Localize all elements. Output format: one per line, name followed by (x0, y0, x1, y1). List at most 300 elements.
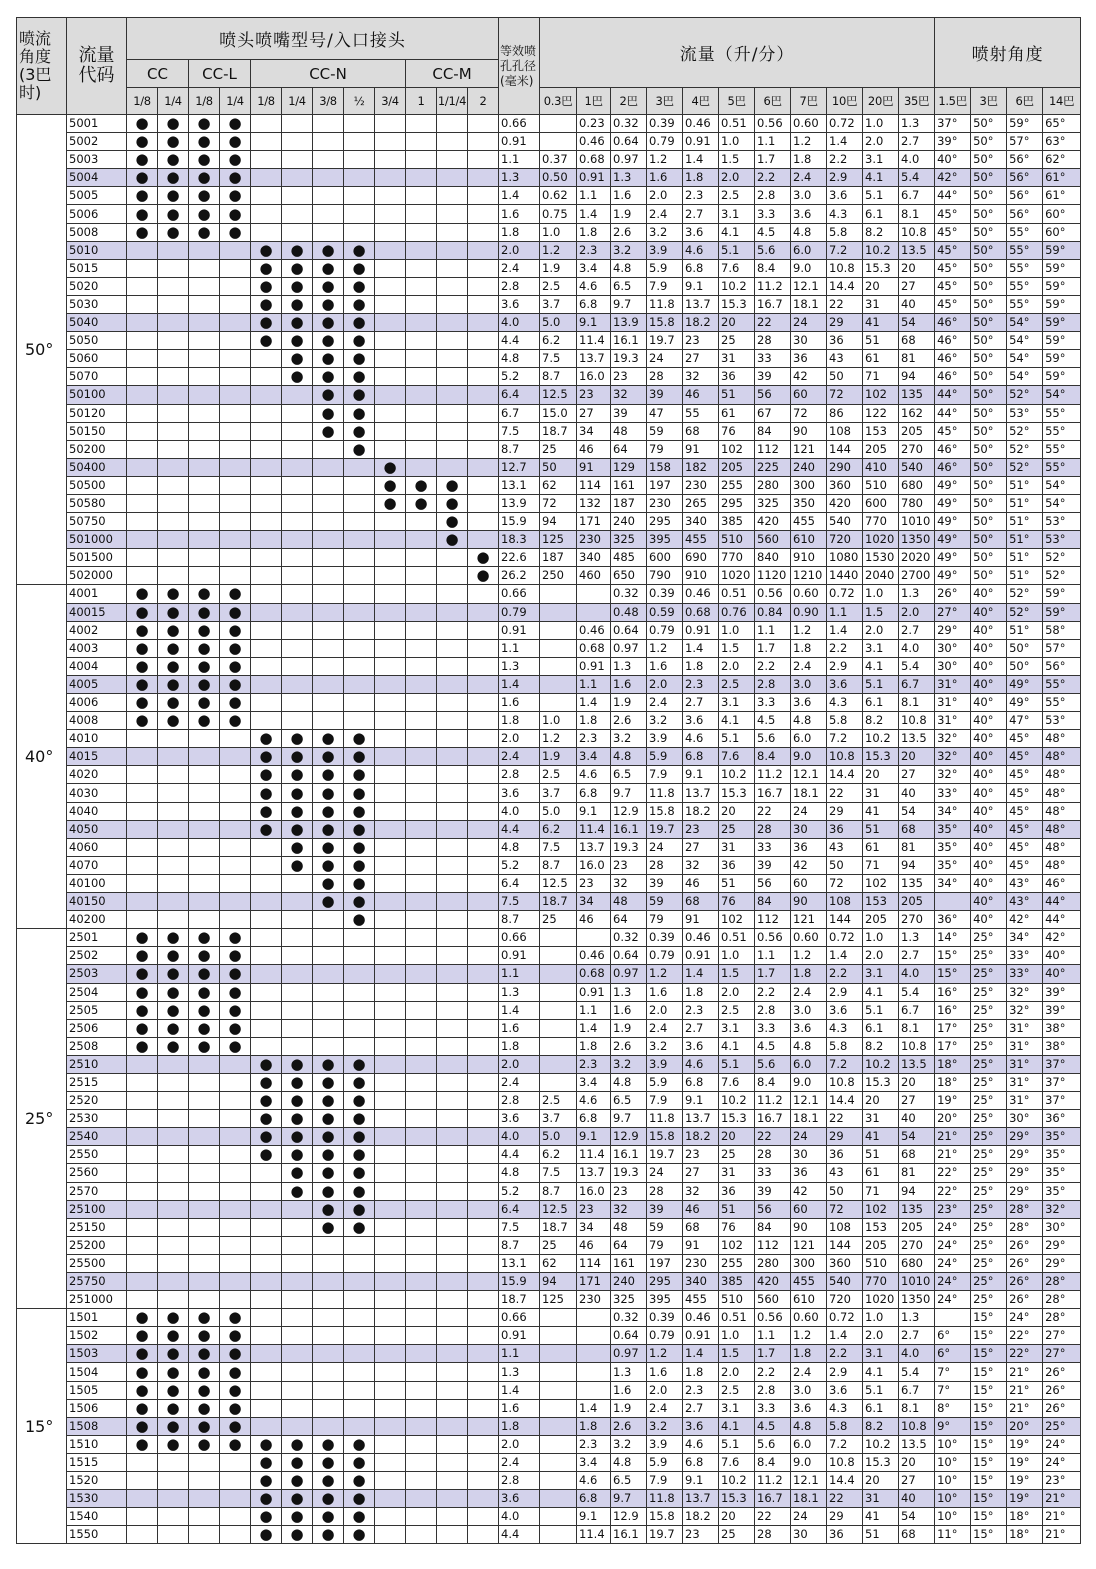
availability-dot-icon: ● (282, 350, 313, 368)
availability-empty-cell (282, 115, 313, 133)
spray-angle-cell: 20° (935, 1110, 971, 1128)
availability-empty-cell (251, 675, 282, 693)
availability-empty-cell (375, 1001, 406, 1019)
flow-rate-cell: 25 (719, 1146, 755, 1164)
availability-empty-cell (344, 205, 375, 223)
flow-code-cell: 4015 (67, 748, 127, 766)
availability-dot-icon: ● (282, 1146, 313, 1164)
flow-rate-cell: 0.51 (719, 1309, 755, 1327)
availability-dot-icon: ● (251, 748, 282, 766)
flow-rate-cell: 40 (899, 1490, 935, 1508)
flow-rate-cell: 94 (899, 1182, 935, 1200)
flow-rate-cell: 31 (719, 1164, 755, 1182)
availability-empty-cell (189, 1073, 220, 1091)
flow-rate-cell: 12.1 (791, 766, 827, 784)
flow-rate-cell: 13.5 (899, 1055, 935, 1073)
spray-angle-cell: 29° (1007, 1128, 1043, 1146)
flow-rate-cell: 5.4 (899, 983, 935, 1001)
flow-rate-cell: 2.4 (647, 1399, 683, 1417)
flow-rate-cell: 6.8 (683, 259, 719, 277)
availability-empty-cell (375, 440, 406, 458)
flow-rate-cell: 2.5 (719, 1381, 755, 1399)
flow-code-cell: 4030 (67, 784, 127, 802)
availability-dot-icon: ● (220, 1037, 251, 1055)
availability-empty-cell (189, 1291, 220, 1309)
availability-empty-cell (189, 494, 220, 512)
flow-rate-cell: 420 (755, 513, 791, 531)
availability-empty-cell (158, 1182, 189, 1200)
availability-dot-icon: ● (158, 151, 189, 169)
flow-rate-cell: 161 (611, 476, 647, 494)
flow-rate-cell: 1.1 (577, 1001, 611, 1019)
availability-empty-cell (251, 639, 282, 657)
spray-angle-cell: 24° (935, 1273, 971, 1291)
availability-empty-cell (220, 350, 251, 368)
flow-rate-cell: 182 (683, 458, 719, 476)
flow-rate-cell: 1.0 (719, 1327, 755, 1345)
spray-angle-cell: 36° (935, 911, 971, 929)
availability-dot-icon: ● (282, 259, 313, 277)
spray-angle-cell: 40° (971, 784, 1007, 802)
table-row (17, 603, 1081, 621)
spray-angle-cell: 17° (935, 1037, 971, 1055)
availability-dot-icon: ● (282, 1490, 313, 1508)
availability-empty-cell (468, 929, 499, 947)
availability-empty-cell (437, 1526, 468, 1544)
availability-empty-cell (344, 694, 375, 712)
availability-empty-cell (468, 295, 499, 313)
table-row (17, 1508, 1081, 1526)
availability-empty-cell (344, 712, 375, 730)
availability-empty-cell (282, 567, 313, 585)
availability-dot-icon: ● (220, 1381, 251, 1399)
availability-empty-cell (468, 585, 499, 603)
availability-dot-icon: ● (220, 621, 251, 639)
availability-empty-cell (344, 169, 375, 187)
flow-rate-cell: 2.7 (683, 1399, 719, 1417)
table-row (17, 856, 1081, 874)
table-row (17, 350, 1081, 368)
availability-empty-cell (313, 1417, 344, 1435)
spray-angle-cell: 22° (1007, 1327, 1043, 1345)
flow-rate-cell: 2.3 (683, 1381, 719, 1399)
orifice-diameter-cell: 1.6 (499, 1399, 540, 1417)
flow-rate-cell: 51 (719, 1200, 755, 1218)
availability-empty-cell (127, 1472, 158, 1490)
flow-rate-cell: 0.64 (611, 621, 647, 639)
availability-empty-cell (437, 603, 468, 621)
availability-empty-cell (375, 259, 406, 277)
flow-rate-cell: 39 (647, 874, 683, 892)
flow-rate-cell: 4.1 (719, 1037, 755, 1055)
availability-empty-cell (282, 1327, 313, 1345)
availability-empty-cell (437, 1073, 468, 1091)
availability-empty-cell (406, 657, 437, 675)
spray-angle-cell: 28° (1007, 1200, 1043, 1218)
availability-empty-cell (158, 1073, 189, 1091)
availability-dot-icon: ● (189, 929, 220, 947)
table-row (17, 766, 1081, 784)
flow-rate-cell: 1.3 (611, 1363, 647, 1381)
availability-empty-cell (468, 1309, 499, 1327)
availability-empty-cell (220, 1254, 251, 1272)
availability-dot-icon: ● (251, 1508, 282, 1526)
availability-empty-cell (251, 476, 282, 494)
flow-rate-cell: 91 (683, 440, 719, 458)
orifice-diameter-cell: 0.91 (499, 1327, 540, 1345)
availability-empty-cell (158, 332, 189, 350)
availability-dot-icon: ● (313, 386, 344, 404)
availability-empty-cell (375, 1526, 406, 1544)
spray-angle-cell: 29° (1007, 1182, 1043, 1200)
availability-empty-cell (127, 1273, 158, 1291)
flow-rate-cell: 2.0 (719, 983, 755, 1001)
availability-dot-icon: ● (282, 802, 313, 820)
availability-dot-icon: ● (158, 1435, 189, 1453)
flow-rate-cell: 2.5 (540, 766, 577, 784)
availability-empty-cell (375, 151, 406, 169)
availability-dot-icon: ● (282, 332, 313, 350)
flow-rate-cell: 46 (683, 1200, 719, 1218)
flow-rate-cell: 9.7 (611, 295, 647, 313)
spray-angle-cell: 55° (1043, 694, 1081, 712)
flow-rate-cell: 15.0 (540, 404, 577, 422)
table-row (17, 585, 1081, 603)
flow-rate-cell: 6.2 (540, 332, 577, 350)
availability-empty-cell (406, 965, 437, 983)
availability-dot-icon: ● (313, 1508, 344, 1526)
availability-empty-cell (313, 169, 344, 187)
availability-dot-icon: ● (251, 1472, 282, 1490)
availability-empty-cell (220, 856, 251, 874)
availability-dot-icon: ● (251, 1146, 282, 1164)
flow-rate-cell: 9.0 (791, 259, 827, 277)
flow-code-cell: 4040 (67, 802, 127, 820)
availability-empty-cell (220, 314, 251, 332)
flow-rate-cell: 0.51 (719, 585, 755, 603)
availability-dot-icon: ● (127, 205, 158, 223)
availability-empty-cell (282, 187, 313, 205)
availability-dot-icon: ● (282, 1128, 313, 1146)
availability-empty-cell (158, 1146, 189, 1164)
flow-rate-cell: 0.51 (719, 115, 755, 133)
flow-rate-cell: 1.3 (899, 929, 935, 947)
flow-rate-cell: 560 (755, 531, 791, 549)
spray-angle-cell: 19° (1007, 1490, 1043, 1508)
flow-rate-cell: 48 (611, 893, 647, 911)
flow-rate-cell: 18.2 (683, 1508, 719, 1526)
availability-empty-cell (251, 494, 282, 512)
flow-rate-cell: 43 (827, 838, 863, 856)
availability-empty-cell (375, 1435, 406, 1453)
availability-dot-icon: ● (251, 1453, 282, 1471)
flow-rate-cell: 25 (719, 1526, 755, 1544)
availability-empty-cell (344, 929, 375, 947)
availability-dot-icon: ● (468, 549, 499, 567)
flow-rate-cell: 680 (899, 476, 935, 494)
flow-rate-cell: 34 (577, 1218, 611, 1236)
flow-rate-cell: 18.7 (540, 1218, 577, 1236)
availability-empty-cell (127, 1490, 158, 1508)
availability-dot-icon: ● (344, 802, 375, 820)
availability-empty-cell (375, 295, 406, 313)
flow-rate-cell: 9.1 (577, 1508, 611, 1526)
availability-empty-cell (468, 1526, 499, 1544)
flow-rate-cell: 129 (611, 458, 647, 476)
flow-rate-cell: 47 (647, 404, 683, 422)
availability-empty-cell (406, 368, 437, 386)
flow-rate-cell: 2.5 (719, 675, 755, 693)
availability-empty-cell (375, 404, 406, 422)
availability-dot-icon: ● (313, 1526, 344, 1544)
availability-empty-cell (344, 675, 375, 693)
availability-empty-cell (282, 1019, 313, 1037)
availability-empty-cell (468, 947, 499, 965)
flow-rate-cell (577, 1381, 611, 1399)
flow-rate-cell: 0.37 (540, 151, 577, 169)
spray-angle-cell: 48° (1043, 748, 1081, 766)
availability-empty-cell (251, 549, 282, 567)
availability-empty-cell (127, 766, 158, 784)
availability-empty-cell (313, 1019, 344, 1037)
availability-empty-cell (344, 133, 375, 151)
flow-rate-cell: 1.8 (683, 169, 719, 187)
availability-empty-cell (406, 893, 437, 911)
flow-rate-cell: 135 (899, 1200, 935, 1218)
availability-dot-icon: ● (251, 1490, 282, 1508)
availability-empty-cell (344, 1001, 375, 1019)
availability-empty-cell (375, 1345, 406, 1363)
flow-rate-cell: 5.6 (755, 1055, 791, 1073)
spray-angle-cell: 59° (1043, 368, 1081, 386)
availability-dot-icon: ● (220, 1309, 251, 1327)
availability-dot-icon: ● (282, 838, 313, 856)
availability-dot-icon: ● (344, 874, 375, 892)
availability-empty-cell (313, 675, 344, 693)
flow-code-cell: 502000 (67, 567, 127, 585)
flow-rate-cell: 84 (755, 422, 791, 440)
availability-empty-cell (313, 621, 344, 639)
spray-angle-cell: 55° (1007, 241, 1043, 259)
flow-rate-cell: 1.0 (863, 1309, 899, 1327)
availability-empty-cell (189, 1526, 220, 1544)
availability-empty-cell (220, 458, 251, 476)
availability-dot-icon: ● (127, 1001, 158, 1019)
flow-rate-cell: 280 (755, 1254, 791, 1272)
flow-rate-cell: 29 (827, 1508, 863, 1526)
flow-rate-cell: 1.4 (577, 1019, 611, 1037)
spray-angle-cell: 26° (1007, 1273, 1043, 1291)
spray-angle-cell (935, 893, 971, 911)
pressure-column-header: 4巴 (683, 88, 719, 115)
flow-rate-cell: 23 (577, 874, 611, 892)
availability-empty-cell (158, 404, 189, 422)
spray-angle-cell: 21° (1007, 1399, 1043, 1417)
availability-dot-icon: ● (313, 784, 344, 802)
orifice-diameter-cell: 0.66 (499, 585, 540, 603)
flow-rate-cell: 7.2 (827, 1055, 863, 1073)
availability-dot-icon: ● (406, 494, 437, 512)
availability-empty-cell (375, 513, 406, 531)
spray-angle-cell: 26° (935, 585, 971, 603)
table-row (17, 440, 1081, 458)
flow-rate-cell: 5.1 (863, 1001, 899, 1019)
availability-dot-icon: ● (220, 205, 251, 223)
flow-rate-cell: 0.68 (577, 639, 611, 657)
flow-rate-cell: 0.64 (611, 133, 647, 151)
flow-rate-cell: 27 (683, 350, 719, 368)
flow-rate-cell: 1.9 (540, 748, 577, 766)
spray-angle-cell: 26° (1007, 1291, 1043, 1309)
availability-empty-cell (158, 911, 189, 929)
flow-rate-cell: 4.8 (611, 259, 647, 277)
availability-empty-cell (220, 784, 251, 802)
spray-angle-cell: 59° (1043, 603, 1081, 621)
availability-empty-cell (375, 422, 406, 440)
availability-dot-icon: ● (158, 694, 189, 712)
flow-rate-cell: 5.9 (647, 1073, 683, 1091)
availability-dot-icon: ● (251, 1526, 282, 1544)
flow-rate-cell: 300 (791, 476, 827, 494)
flow-rate-cell: 27 (899, 1472, 935, 1490)
table-row (17, 295, 1081, 313)
model-group-header: 喷头喷嘴型号/入口接头 (127, 18, 499, 60)
availability-empty-cell (158, 1526, 189, 1544)
availability-empty-cell (344, 1381, 375, 1399)
table-row (17, 205, 1081, 223)
spray-angle-cell: 18° (1007, 1508, 1043, 1526)
flow-rate-cell: 510 (863, 476, 899, 494)
availability-empty-cell (468, 1363, 499, 1381)
series-header: CC-M (406, 60, 499, 88)
spray-angle-cell: 55° (1043, 440, 1081, 458)
availability-empty-cell (127, 784, 158, 802)
spray-angle-cell: 40° (971, 657, 1007, 675)
flow-rate-cell: 8.1 (899, 1399, 935, 1417)
flow-rate-cell: 0.68 (577, 965, 611, 983)
flow-rate-cell: 650 (611, 567, 647, 585)
orifice-diameter-cell: 8.7 (499, 911, 540, 929)
availability-dot-icon: ● (220, 187, 251, 205)
availability-empty-cell (344, 549, 375, 567)
availability-empty-cell (313, 567, 344, 585)
flow-rate-cell: 48 (611, 422, 647, 440)
flow-rate-cell: 8.4 (755, 259, 791, 277)
flow-rate-cell: 5.1 (863, 1381, 899, 1399)
flow-rate-cell: 10.2 (719, 1092, 755, 1110)
flow-rate-cell: 2.0 (863, 621, 899, 639)
flow-rate-cell: 16.1 (611, 820, 647, 838)
flow-rate-cell: 4.8 (611, 748, 647, 766)
flow-rate-cell: 1.8 (577, 223, 611, 241)
flow-code-cell: 2501 (67, 929, 127, 947)
flow-rate-cell (540, 1363, 577, 1381)
availability-empty-cell (375, 585, 406, 603)
availability-empty-cell (437, 1110, 468, 1128)
spray-angle-cell: 40° (971, 712, 1007, 730)
availability-empty-cell (127, 802, 158, 820)
availability-empty-cell (251, 440, 282, 458)
availability-empty-cell (468, 476, 499, 494)
spray-angle-cell: 10° (935, 1435, 971, 1453)
pressure-column-header: 35巴 (899, 88, 935, 115)
spray-angle-cell: 50° (971, 295, 1007, 313)
flow-rate-cell: 2.5 (540, 1092, 577, 1110)
spray-angle-cell: 50° (971, 314, 1007, 332)
spray-angle-cell: 21° (935, 1128, 971, 1146)
flow-rate-cell: 2.7 (899, 133, 935, 151)
spray-angle-cell: 37° (1043, 1055, 1081, 1073)
availability-empty-cell (189, 1236, 220, 1254)
flow-rate-cell: 2.0 (899, 603, 935, 621)
flow-rate-cell: 8.1 (899, 205, 935, 223)
availability-empty-cell (189, 838, 220, 856)
spray-angle-cell: 35° (1043, 1128, 1081, 1146)
availability-empty-cell (437, 585, 468, 603)
availability-empty-cell (313, 458, 344, 476)
series-header: CC-N (251, 60, 406, 88)
flow-rate-cell: 132 (577, 494, 611, 512)
availability-empty-cell (282, 675, 313, 693)
availability-empty-cell (251, 567, 282, 585)
inlet-size-header: 1/8 (251, 88, 282, 115)
flow-rate-cell: 5.0 (540, 314, 577, 332)
flow-rate-cell: 41 (863, 1508, 899, 1526)
availability-empty-cell (468, 1092, 499, 1110)
flow-rate-cell: 15.3 (719, 1110, 755, 1128)
availability-empty-cell (437, 893, 468, 911)
availability-empty-cell (344, 657, 375, 675)
availability-empty-cell (468, 1182, 499, 1200)
flow-rate-cell: 72 (827, 1200, 863, 1218)
flow-rate-cell: 20 (899, 1073, 935, 1091)
table-row (17, 893, 1081, 911)
availability-empty-cell (282, 639, 313, 657)
availability-empty-cell (406, 838, 437, 856)
availability-dot-icon: ● (282, 1182, 313, 1200)
flow-rate-cell: 144 (827, 440, 863, 458)
availability-empty-cell (251, 1273, 282, 1291)
availability-dot-icon: ● (313, 332, 344, 350)
flow-rate-cell: 68 (683, 893, 719, 911)
availability-dot-icon: ● (127, 929, 158, 947)
spray-angle-cell: 24° (935, 1254, 971, 1272)
flow-rate-cell: 4.0 (899, 1345, 935, 1363)
availability-empty-cell (158, 241, 189, 259)
spray-angle-cell: 50° (971, 169, 1007, 187)
availability-dot-icon: ● (468, 567, 499, 585)
spray-angle-cell: 51° (1007, 476, 1043, 494)
availability-empty-cell (468, 1146, 499, 1164)
spray-angle-cell: 56° (1043, 657, 1081, 675)
spray-angle-cell: 40° (935, 151, 971, 169)
availability-empty-cell (406, 694, 437, 712)
availability-empty-cell (220, 368, 251, 386)
availability-dot-icon: ● (127, 223, 158, 241)
flow-rate-cell: 4.6 (683, 241, 719, 259)
flow-rate-cell: 84 (755, 893, 791, 911)
spray-angle-cell: 19° (1007, 1472, 1043, 1490)
flow-rate-cell: 3.2 (611, 241, 647, 259)
flow-rate-cell: 1.6 (611, 187, 647, 205)
table-row (17, 314, 1081, 332)
availability-empty-cell (375, 1453, 406, 1471)
availability-dot-icon: ● (344, 295, 375, 313)
flow-rate-cell: 27 (683, 838, 719, 856)
table-row (17, 911, 1081, 929)
availability-empty-cell (375, 893, 406, 911)
flow-rate-cell: 24 (791, 1508, 827, 1526)
